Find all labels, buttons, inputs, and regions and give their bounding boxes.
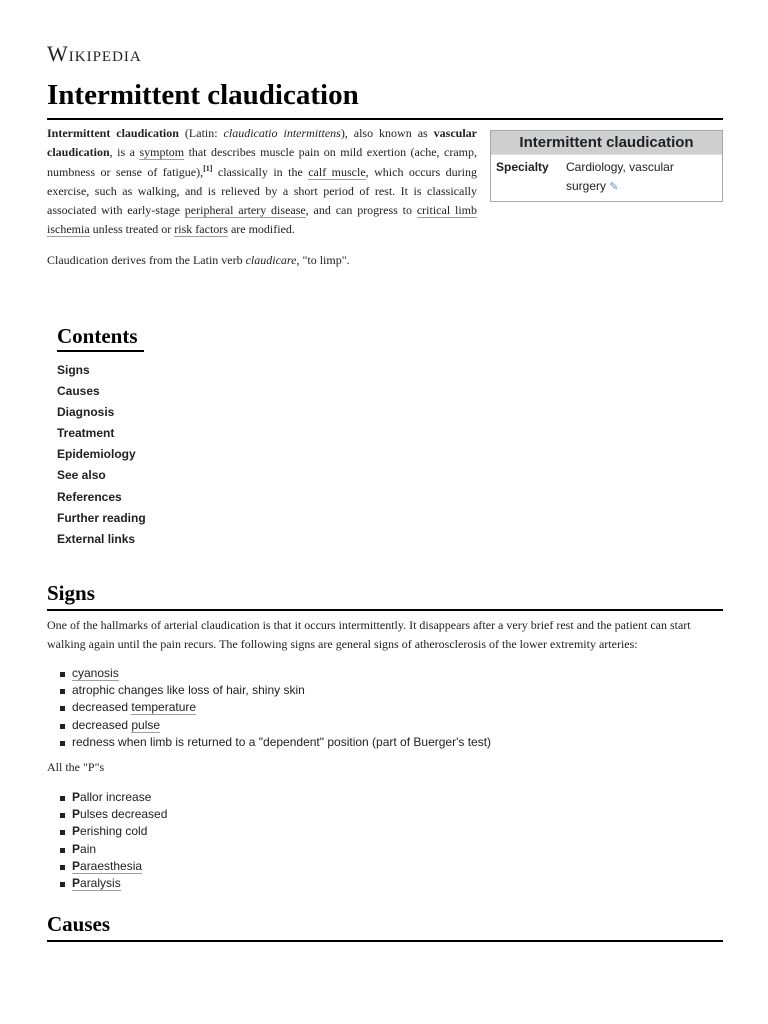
intro-text: ), also known as — [340, 126, 434, 140]
list-item — [47, 699, 491, 716]
toc-item-see-also[interactable]: See also — [57, 468, 106, 483]
list-item — [47, 858, 167, 875]
latin-term: claudicatio intermittens — [223, 126, 341, 140]
edit-pencil-icon[interactable]: ✎ — [609, 181, 619, 193]
toc-item-references[interactable]: References — [57, 489, 122, 504]
cyanosis-link[interactable]: cyanosis — [72, 666, 119, 680]
list-item-text: ulses decreased — [80, 807, 168, 822]
intro-text: are modified. — [227, 222, 295, 237]
intro-text: that describes muscle pain on mild exertion (ache, cramp, numbness or sense of fatigue), — [47, 145, 477, 179]
signs-paragraph: One of the hallmarks of arterial claudication is that it occurs intermittently. It disappears after a very brief rest and the patient can start walking again until the pain recurs. The following signs are general signs of atherosclerosis of the lower extremity arteries: — [47, 618, 691, 651]
reference-1-link[interactable]: [1] — [203, 163, 213, 173]
causes-heading: Causes — [47, 910, 723, 942]
list-item — [47, 682, 491, 699]
paralysis-link[interactable] — [72, 876, 121, 891]
toc-title: Contents — [57, 322, 144, 352]
list-item-text: atrophic changes like loss of hair, shiny skin — [72, 683, 305, 698]
toc-item-epidemiology[interactable]: Epidemiology — [57, 447, 136, 462]
etymology-paragraph — [47, 251, 477, 270]
p-letter: P — [72, 858, 81, 873]
intro-term: Intermittent claudication — [47, 126, 179, 140]
signs-list — [47, 665, 491, 751]
intro-text: classically in the — [212, 164, 309, 179]
intro-text: , is a — [109, 145, 140, 160]
infobox-title: Intermittent claudication — [491, 131, 722, 154]
list-item-text: redness when limb is returned to a "dependent" position (part of Buerger's test) — [72, 734, 492, 749]
risk-factors-link[interactable]: risk factors — [174, 222, 228, 237]
critical-limb-ischemia-link[interactable]: critical limb ischemia — [47, 203, 478, 237]
infobox-row-specialty — [491, 154, 722, 201]
p-letter: P — [72, 875, 81, 890]
list-item-text: decreased — [72, 700, 132, 715]
six-ps-list — [47, 789, 167, 892]
list-item — [47, 806, 167, 823]
list-item — [47, 665, 491, 682]
vascular-claudication-term: vascular claudication — [47, 126, 477, 160]
temperature-link[interactable]: temperature — [131, 700, 197, 715]
intro-text: , which occurs during exercise, such as walking, and is relieved by a short period of rest. It is classically associated with early-stage — [47, 164, 478, 218]
symptom-link[interactable]: symptom — [139, 145, 185, 160]
list-item — [47, 717, 491, 734]
calf-muscle-link[interactable]: calf muscle — [308, 164, 366, 179]
all-ps-label: All the "P"s — [47, 760, 105, 774]
signs-heading: Signs — [47, 579, 723, 611]
paraesthesia-link[interactable] — [72, 859, 142, 874]
list-item-text: decreased — [72, 717, 132, 732]
p-letter: P — [72, 807, 81, 822]
latin-verb: claudicare — [245, 253, 297, 267]
wikipedia-wordmark[interactable]: Wikipedia — [47, 41, 142, 66]
infobox — [490, 130, 723, 202]
p-letter: P — [72, 841, 81, 856]
list-item — [47, 734, 491, 751]
toc-item-external-links[interactable]: External links — [57, 531, 136, 546]
list-item-text: erishing cold — [80, 824, 148, 839]
intro-text: , and can progress to — [305, 203, 417, 218]
etymology-text: , "to limp". — [296, 253, 350, 267]
pulse-link[interactable]: pulse — [131, 717, 161, 732]
list-item-text: aralysis — [80, 875, 121, 890]
list-item — [47, 789, 167, 806]
etymology-text: Claudication derives from the Latin verb — [47, 253, 246, 267]
toc-list — [57, 360, 146, 550]
specialty-value[interactable]: Cardiology, vascular surgery — [566, 160, 674, 193]
infobox-label: Specialty — [496, 160, 549, 174]
toc-item-further-reading[interactable]: Further reading — [57, 510, 146, 525]
infobox-value — [566, 158, 716, 197]
intro-paragraph — [47, 124, 477, 240]
toc-item-causes[interactable]: Causes — [57, 384, 100, 399]
list-item-text: allor increase — [80, 790, 152, 804]
page-title: Intermittent claudication — [47, 76, 723, 120]
toc-item-signs[interactable]: Signs — [57, 363, 90, 377]
intro-text: (Latin: — [178, 126, 224, 140]
list-item — [47, 875, 167, 892]
toc-item-diagnosis[interactable]: Diagnosis — [57, 405, 115, 420]
toc-item-treatment[interactable]: Treatment — [57, 426, 115, 441]
table-of-contents — [57, 322, 146, 550]
intro-text: unless treated or — [89, 222, 175, 237]
p-letter: P — [72, 790, 81, 804]
peripheral-artery-disease-link[interactable]: peripheral artery disease — [184, 203, 306, 218]
list-item-text: araesthesia — [80, 858, 143, 873]
list-item — [47, 841, 167, 858]
p-letter: P — [72, 824, 81, 839]
list-item — [47, 823, 167, 840]
list-item-text: ain — [80, 841, 97, 856]
